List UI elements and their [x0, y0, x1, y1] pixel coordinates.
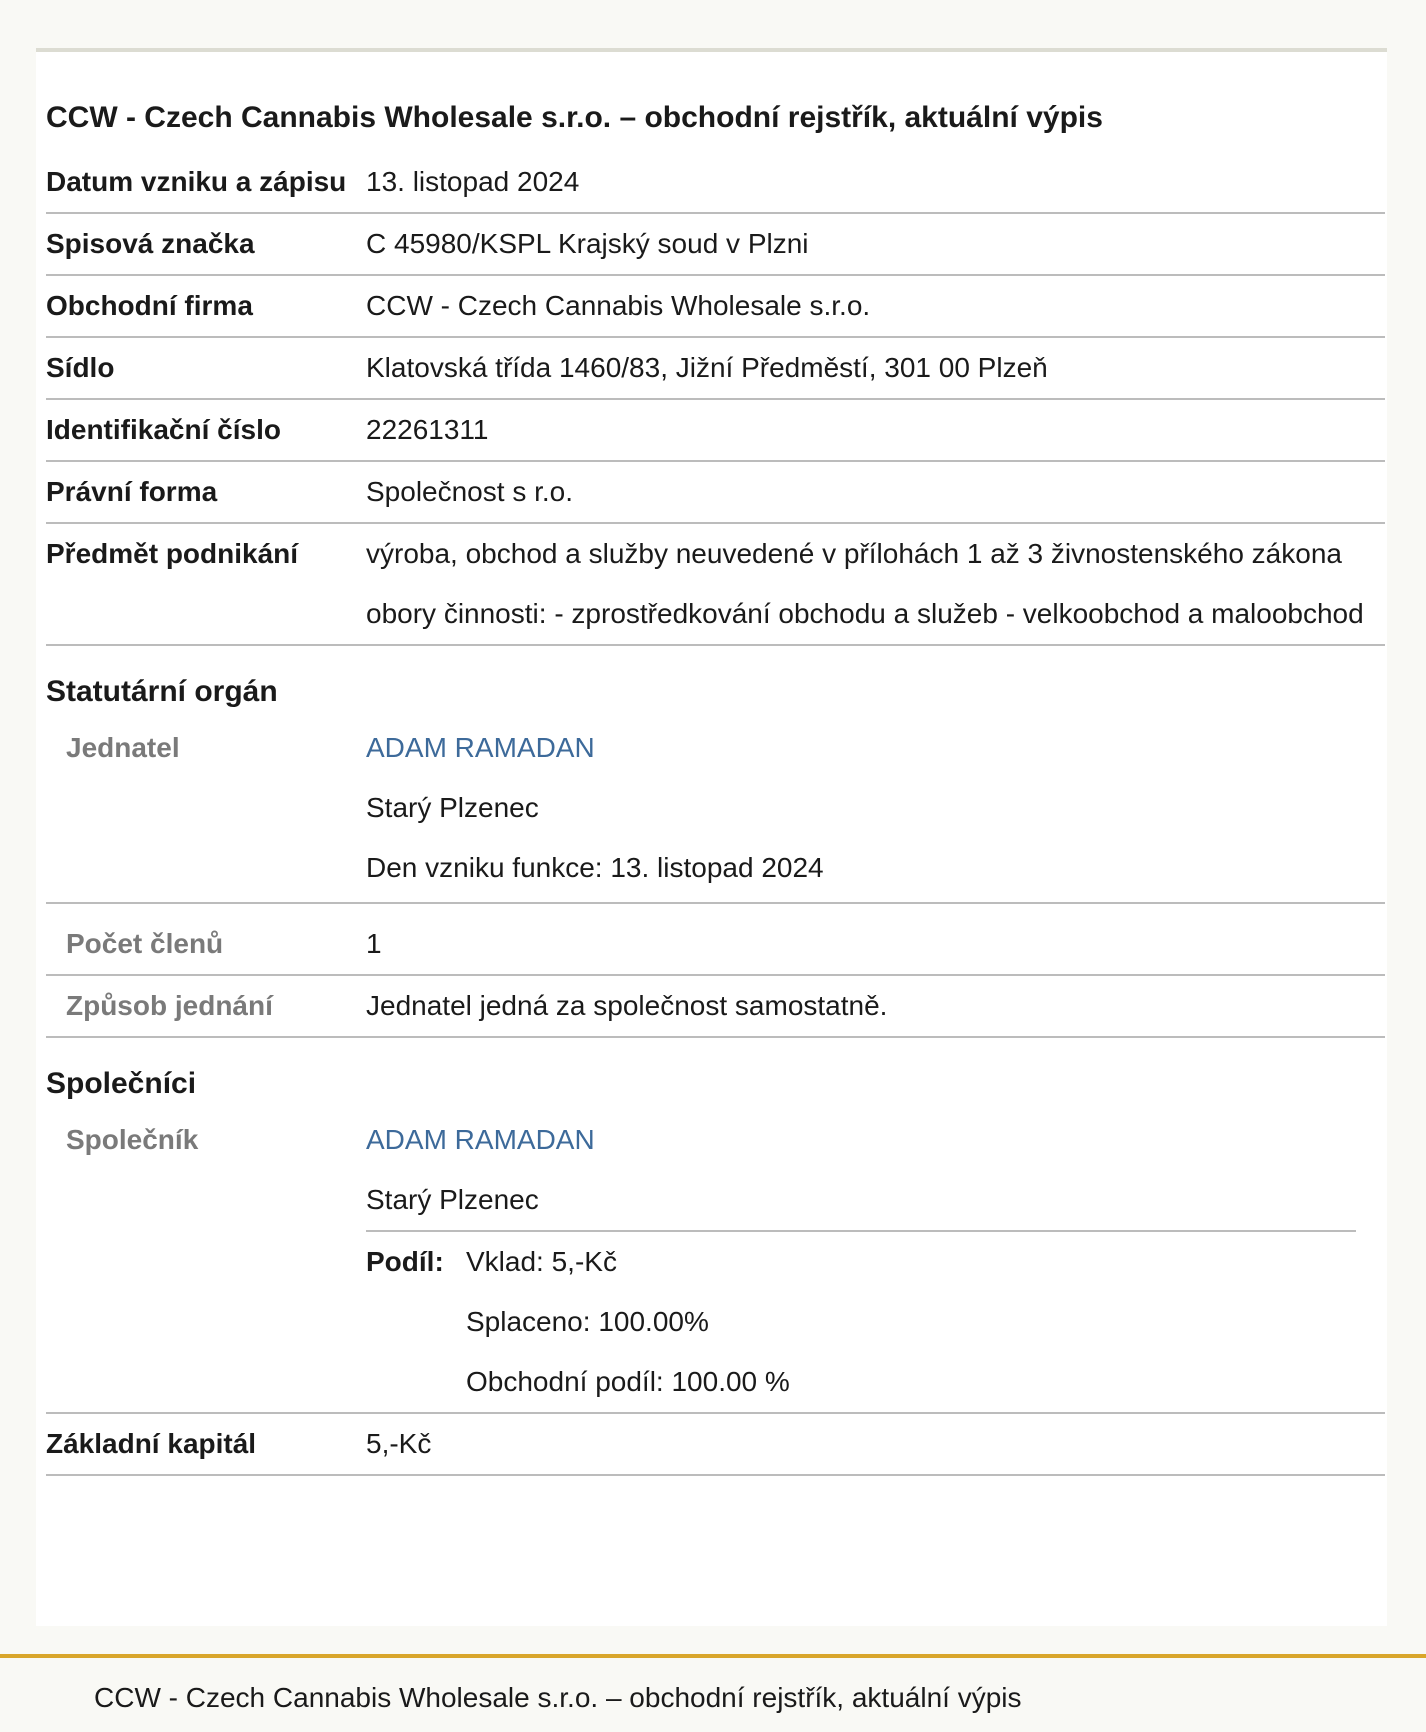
row-value: 13. listopad 2024 — [366, 166, 580, 197]
jednatel-since: Den vzniku funkce: 13. listopad 2024 — [366, 852, 824, 883]
section-title-partners: Společníci — [46, 1067, 197, 1100]
share-paid: Splaceno: 100.00% — [466, 1306, 709, 1337]
row-label: Předmět podnikání — [46, 538, 299, 569]
row-business-name — [46, 276, 1385, 338]
share-label: Podíl: — [366, 1246, 444, 1277]
section-title-statutory: Statutární orgán — [46, 675, 278, 708]
row-value: Klatovská třída 1460/83, Jižní Předměstí, 301 00 Plzeň — [366, 352, 1048, 383]
row-label: Spisová značka — [46, 228, 255, 259]
share-block — [366, 1230, 1356, 1412]
row-file-number — [46, 214, 1385, 276]
row-value: Společnost s r.o. — [366, 476, 574, 507]
row-id-number — [46, 400, 1385, 462]
registry-card — [36, 48, 1387, 1626]
row-jednatel — [46, 718, 1385, 904]
row-label: Jednatel — [66, 732, 180, 763]
share-details — [466, 1232, 790, 1412]
row-member-count — [46, 904, 1385, 976]
row-partner — [46, 1110, 1385, 1414]
row-value: Jednatel jedná za společnost samostatně. — [366, 990, 888, 1021]
row-label: Počet členů — [66, 928, 224, 959]
partner-name-link[interactable]: ADAM RAMADAN — [366, 1124, 595, 1155]
jednatel-name-link[interactable]: ADAM RAMADAN — [366, 732, 595, 763]
row-value — [366, 1110, 1385, 1412]
row-label: Společník — [66, 1124, 199, 1155]
jednatel-city: Starý Plzenec — [366, 792, 539, 823]
row-value — [366, 718, 1385, 898]
registry-content — [46, 52, 1385, 1476]
row-value: 1 — [366, 928, 382, 959]
row-value: 5,-Kč — [366, 1428, 432, 1459]
row-label: Obchodní firma — [46, 290, 253, 321]
row-label: Právní forma — [46, 476, 218, 507]
row-label: Způsob jednání — [66, 990, 273, 1021]
row-legal-form — [46, 462, 1385, 524]
row-value: 22261311 — [366, 414, 489, 445]
partner-city: Starý Plzenec — [366, 1184, 539, 1215]
row-conduct — [46, 976, 1385, 1038]
row-label: Sídlo — [46, 352, 115, 383]
row-business-activity — [46, 524, 1385, 646]
row-label: Identifikační číslo — [46, 414, 281, 445]
row-value: C 45980/KSPL Krajský soud v Plzni — [366, 228, 809, 259]
row-value: CCW - Czech Cannabis Wholesale s.r.o. — [366, 290, 871, 321]
row-value: výroba, obchod a služby neuvedené v přílohách 1 až 3 živnostenského zákona obory činnosti: - zprostředkování obchodu a služeb - velkoobchod a maloobchod — [366, 538, 1364, 629]
page-title: CCW - Czech Cannabis Wholesale s.r.o. – obchodní rejstřík, aktuální výpis — [46, 101, 1103, 134]
footer-text: CCW - Czech Cannabis Wholesale s.r.o. – obchodní rejstřík, aktuální výpis — [94, 1682, 1022, 1713]
row-seat — [46, 338, 1385, 400]
row-capital — [46, 1414, 1385, 1476]
share-business: Obchodní podíl: 100.00 % — [466, 1366, 790, 1397]
footer — [0, 1654, 1426, 1732]
share-deposit: Vklad: 5,-Kč — [466, 1246, 617, 1277]
row-date-founded — [46, 152, 1385, 214]
row-label: Základní kapitál — [46, 1428, 257, 1459]
row-label: Datum vzniku a zápisu — [46, 166, 347, 197]
